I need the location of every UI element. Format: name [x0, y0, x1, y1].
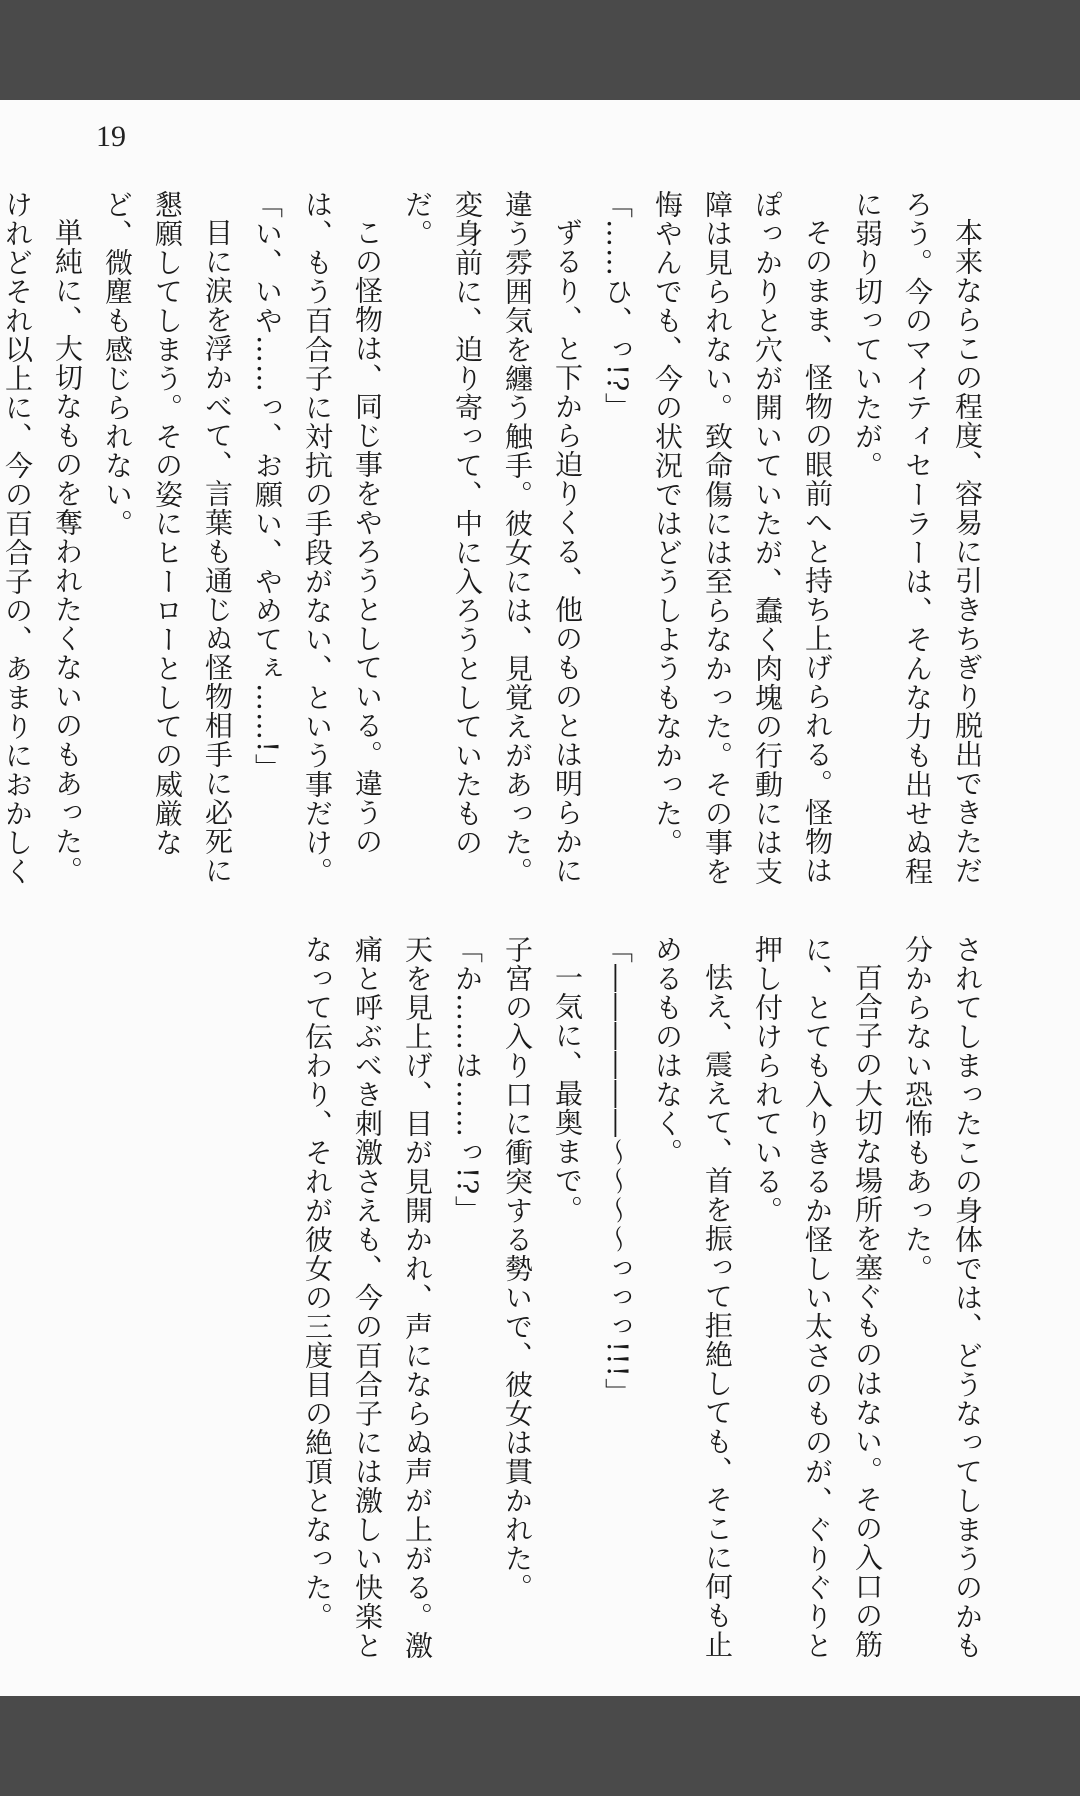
paragraph: 天を見上げ、目が見開かれ、声にならぬ声が上がる。激痛と呼ぶべき刺激さえも、今の百合子には激しい快楽となって伝わり、それが彼女の三度目の絶頂となった。 [301, 935, 434, 1660]
book-page [0, 100, 1080, 1696]
dialogue-line: 「――――――～～～～っっっ!!!」 [601, 935, 634, 1407]
paragraph: 一気に、最奥まで。 [551, 963, 584, 1224]
reader-bottom-bar [0, 1696, 1080, 1796]
lower-text-column [62, 935, 992, 1680]
reader-top-bar [0, 0, 1080, 100]
dialogue-line: 「……ひ、っ!?」 [601, 190, 634, 422]
page-number: 19 [96, 120, 126, 153]
paragraph: そのまま、怪物の眼前へと持ち上げられる。怪物はぽっかりと穴が開いていたが、蠢く肉塊の行動には支障は見られない。致命傷には至らなかった。その事を悔やんでも、今の状況ではどうしようもなかった。 [651, 190, 834, 886]
upper-text-column [1, 190, 992, 890]
paragraph: この怪物は、同じ事をやろうとしている。違うのは、もう百合子に対抗の手段がない、という事だけ。 [301, 190, 384, 886]
paragraph: 百合子の大切な場所を塞ぐものはない。その入口の筋に、とても入りきるか怪しい太さのものが、ぐりぐりと押し付けられている。 [751, 935, 884, 1660]
paragraph: されてしまったこの身体では、どうなってしまうのかも分からない恐怖もあった。 [901, 935, 984, 1660]
paragraph: 子宮の入り口に衝突する勢いで、彼女は貫かれた。 [501, 935, 534, 1602]
dialogue-line: 「い、いや……っ、お願い、やめてぇ……!」 [251, 190, 284, 783]
paragraph: 本来ならこの程度、容易に引きちぎり脱出できただろう。今のマイティセーラーは、そんな力も出せぬ程に弱り切っていたが。 [851, 190, 984, 886]
paragraph: 怯え、震えて、首を振って拒絶しても、そこに何も止めるものはなく。 [651, 935, 734, 1659]
paragraph: ずるり、と下から迫りくる、他のものとは明らかに違う雰囲気を纏う触手。彼女には、見覚えがあった。変身前に、迫り寄って、中に入ろうとしていたものだ。 [401, 190, 584, 886]
paragraph: 単純に、大切なものを奪われたくないのもあった。けれどそれ以上に、今の百合子の、あまりにおかしく [1, 190, 84, 886]
paragraph: 目に涙を浮かべて、言葉も通じぬ怪物相手に必死に懇願してしまう。その姿にヒーローとしての威厳など、微塵も感じられない。 [101, 190, 234, 885]
dialogue-line: 「か……は……っ!?」 [451, 935, 484, 1225]
